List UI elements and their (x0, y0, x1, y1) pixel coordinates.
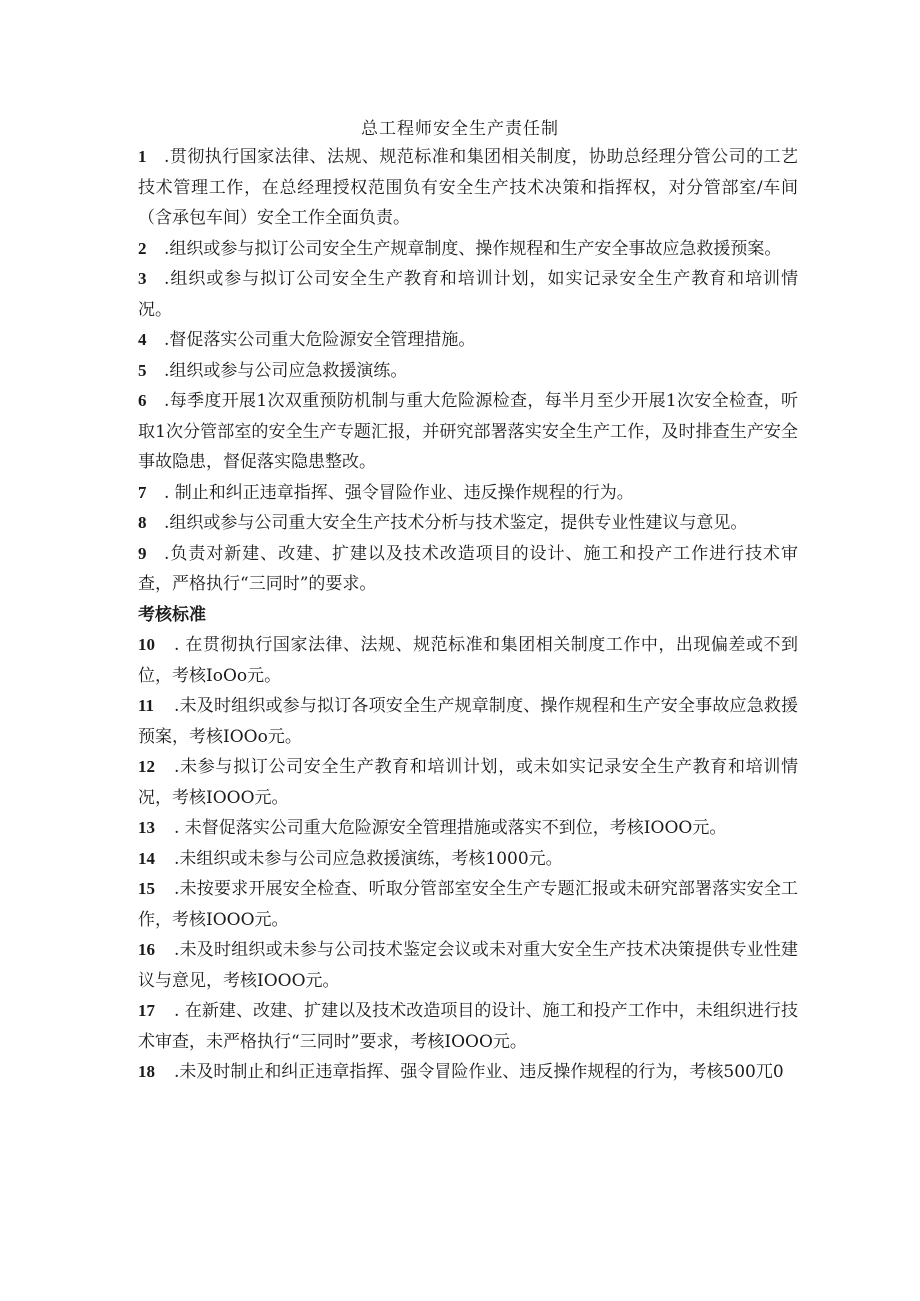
item-text: .未及时组织或参与拟订各项安全生产规章制度、操作规程和生产安全事故应急救援预案，考核IOOo元。 (138, 696, 798, 747)
item-text: .组织或参与拟订公司安全生产教育和培训计划，如实记录安全生产教育和培训情况。 (138, 269, 798, 320)
item-number: 8 (138, 513, 147, 532)
list-item (138, 752, 798, 813)
list-item (138, 234, 798, 265)
item-number: 14 (138, 848, 155, 868)
list-item (138, 630, 798, 691)
list-item (138, 813, 798, 844)
item-text: .未按要求开展安全检查、听取分管部室安全生产专题汇报或未研究部署落实安全工作，考核IOOO元。 (138, 879, 798, 930)
list-item (138, 1057, 798, 1088)
list-item (138, 264, 798, 325)
item-text: .每季度开展1次双重预防机制与重大危险源检查，每半月至少开展1次安全检查，听取1次分管部室的安全生产专题汇报，并研究部署落实安全生产工作，及时排查生产安全事故隐患，督促落实隐患整改。 (138, 391, 798, 472)
item-number: 3 (138, 269, 147, 288)
item-number: 13 (138, 818, 155, 837)
list-item (138, 508, 798, 539)
item-text: .组织或参与公司应急救援演练。 (164, 360, 408, 381)
item-number: 12 (138, 757, 155, 776)
item-text: . 未督促落实公司重大危险源安全管理措施或落实不到位，考核IOOO元。 (174, 818, 727, 838)
item-text: .组织或参与拟订公司安全生产规章制度、操作规程和生产安全事故应急救援预案。 (164, 238, 782, 259)
responsibility-list (138, 142, 798, 600)
document-title: 总工程师安全生产责任制 (361, 119, 559, 139)
list-item (138, 844, 798, 875)
list-item (138, 386, 798, 478)
item-number: 16 (138, 940, 155, 959)
item-number: 7 (138, 482, 147, 502)
item-text: .督促落实公司重大危险源安全管理措施。 (164, 330, 476, 350)
item-text: .贯彻执行国家法律、法规、规范标准和集团相关制度，协助总经理分管公司的工艺技术管理工作，在总经理授权范围负有安全生产技术决策和指挥权，对分管部室/车间（含承包车间）安全工作全面负责。 (138, 147, 798, 228)
list-item (138, 874, 798, 935)
item-number: 17 (138, 1001, 155, 1020)
list-item (138, 996, 798, 1057)
item-text: . 在贯彻执行国家法律、法规、规范标准和集团相关制度工作中，出现偏差或不到位，考核IoOo元。 (138, 635, 798, 686)
item-text: . 制止和纠正违章指挥、强令冒险作业、违反操作规程的行为。 (164, 482, 634, 503)
item-number: 5 (138, 360, 147, 380)
item-text: .未及时组织或未参与公司技术鉴定会议或未对重大安全生产技术决策提供专业性建议与意见，考核IOOO元。 (138, 940, 798, 991)
item-text: .组织或参与公司重大安全生产技术分析与技术鉴定，提供专业性建议与意见。 (164, 513, 748, 533)
list-item (138, 325, 798, 356)
list-item (138, 142, 798, 234)
item-number: 6 (138, 391, 147, 410)
item-number: 2 (138, 238, 147, 258)
list-item (138, 935, 798, 996)
item-number: 9 (138, 543, 147, 563)
item-number: 10 (138, 635, 155, 654)
item-text: .未及时制止和纠正违章指挥、强令冒险作业、违反操作规程的行为，考核500兀0 (174, 1062, 784, 1082)
item-number: 4 (138, 330, 147, 349)
item-text: .负责对新建、改建、扩建以及技术改造项目的设计、施工和投产工作进行技术审查，严格执行“三同时”的要求。 (138, 543, 798, 594)
item-text: . 在新建、改建、扩建以及技术改造项目的设计、施工和投产工作中，未组织进行技术审查，未严格执行“三同时”要求，考核IOOO元。 (138, 1001, 798, 1052)
item-number: 11 (138, 696, 155, 715)
item-text: .未组织或未参与公司应急救援演练，考核1000元。 (174, 848, 563, 869)
list-item (138, 478, 798, 509)
list-item (138, 691, 798, 752)
item-text: .未参与拟订公司安全生产教育和培训计划，或未如实记录安全生产教育和培训情况，考核IOOO元。 (138, 757, 798, 808)
list-item (138, 356, 798, 387)
item-number: 1 (138, 147, 147, 166)
item-number: 15 (138, 879, 155, 898)
assessment-list (138, 630, 798, 1088)
list-item (138, 539, 798, 600)
document-body (138, 142, 798, 1088)
assessment-heading: 考核标准 (138, 604, 206, 625)
item-number: 18 (138, 1062, 155, 1081)
